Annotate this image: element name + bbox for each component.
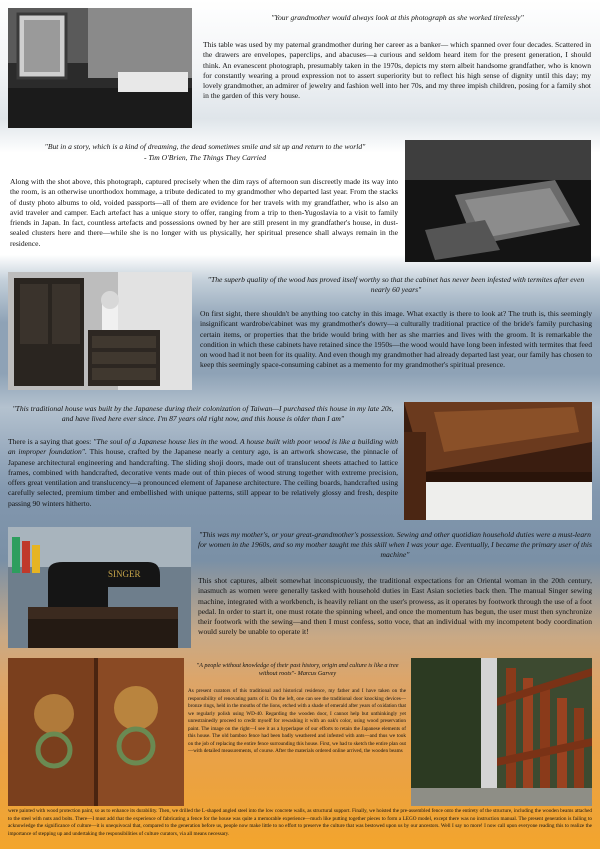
photo-desk-frame: [8, 8, 192, 128]
section-5-text: This shot captures, albeit somewhat inconspicuously, the traditional expectations for an Oriental woman in the 20th century, inasmuch as women were generally tasked with household duties in East Asian societies back then. The manual Singer sewing machine, integrated with a workbench, is heavily reliant on the user's prowess, as it operates by footwork through the use of a foot pedal. In order to start it, one must rotate the spinning wheel, and once the momentum has begun, the user must then synchronize their footwork with the sewing—and then I must confess, sotto voce, that an individual with my incompetent body coordination would surely be unable to operate it!: [198, 576, 592, 637]
photo-albums: [405, 140, 591, 262]
section-4-text-lead: There is a saying that goes:: [8, 437, 94, 446]
section-4-text-rest: This house, crafted by the Japanese nearly a century ago, is an artwork showcase, the pinnacle of Japanese architectural engineering and handcrafting. The sliding shoji doors, made out of translucent sheets attached to lattice frames, combined with handcrafted, decorative vents made out of thin pieces of wood strung together with extreme precision, offers great ventilation and translucency—a pronounced element of Japanese architecture. The ceiling boards, handcrafted using carefully selected, premium timber and embellished with unique patterns, still appear to be relatively glossy and fresh, despite passing 90 winters hitherto.: [8, 447, 398, 508]
photo-ceiling: [404, 402, 592, 520]
section-2-attribution: - Tim O'Brien, The Things They Carried: [143, 153, 267, 162]
section-4-quote: "This traditional house was built by the Japanese during their colonization of Taiwan—I purchased this house in my late 20s, and have lived here ever since. I'm 87 years old right now, and this house is older than I am": [12, 404, 394, 423]
section-6-quote: "A people without knowledge of their past history, origin and culture is like a tree without roots"- Marcus Garvey: [196, 662, 399, 678]
photo-door-knockers: [8, 658, 184, 806]
section-6-text-full: were painted with wood protection paint, so as to enhance its durability. Then, we drilled the L-shaped angled steel into the low concrete walls, as structural support. Finally, we hoisted the pre-assembled fence onto the entirety of the structure, including the wooden beams attached to the steel with nuts and bolts. There—I must add that the experience of fabricating a fence for the house was quite a memorable experience—much like putting together pieces to form a LEGO model, except there was no instruction manual. The present generation is failing to acknowledge the significance of culture—it is unequivocal that, compared to the generation before us, people now make little to no effort to preserve the culture that was bestowed upon us by our ancestors. Well I say no more! I now call upon everyone reading this to realize the importance of stepping up and undertaking the responsibilities of culture curators, via all means necessary.: [8, 808, 592, 837]
section-1-quote: "Your grandmother would always look at this photograph as she worked tirelessly": [271, 13, 524, 22]
photo-cabinet: [8, 272, 192, 390]
photo-sewing-machine: [8, 527, 191, 648]
section-3-quote: "The superb quality of the wood has proved itself worthy so that the cabinet has never been infested with termites after even nearly 60 years": [207, 275, 585, 294]
section-4-inline-quote: "The soul of a Japanese house lies in the wood. A house built with poor wood is like a building with an improper foundation".: [8, 437, 398, 457]
section-5-quote: "This was my mother's, or your great-grandmother's possession. Sewing and other quotidian household duties were a must-learn for women in the 1960s, and so my mother taught me this skill when I was your age. Eventually, I became the primary user of this machine": [198, 530, 592, 559]
section-6-text: As present curators of this traditional and historical residence, my father and I have taken on the responsibility of renovating parts of it. On the left, one can see the traditional door knocking devices— bronze rings, held in the mouths of the lions, etched with a shade of emerald after years of oxidation that we regularly polish using WD-40. Regarding the wooden door, I cannot help but unthinkingly yet unrestrainedly proceed to credit myself for rewashing it with an oak's color, using wood preservation paint. The image on the right—I see it as a hyperlapse of our efforts to retain the Japanese elements of this house. The old bamboo fence had been badly weathered and infested with ants—and thus we took on the job of replacing the entire fence surrounding this house. First, we had to sketch the entire plan out—with detailed measurements, of course. After the materials ordered online arrived, the wooden beams: [188, 688, 406, 755]
photo-fence: [411, 658, 592, 806]
section-2-text: Along with the shot above, this photograph, captured precisely when the dim rays of afternoon sun discreetly made its way into the room, is an otherwise unorthodox hommage, a tribute dedicated to my grandmother who departed last year. From the stacks of dusty photo albums to old, voided passports—all of them are evidence for her travels with my grandfather, who is also an avid traveler and camper. Each artefact has a unique story to offer, ranging from a trip to then-Yugoslavia to a visit to family friends in Japan. In fact, countless artefacts and possessions owned by her are still present in my grandfather's house, in dust-sealed clusters here and there—while she is no longer with us physically, her spiritual presence shall always remain in the residence.: [10, 177, 398, 248]
section-4-text: [8, 437, 398, 509]
singer-logo-text: SINGER: [108, 569, 141, 579]
section-2-quote: "But in a story, which is a kind of dreaming, the dead sometimes smile and sit up and return to the world": [44, 142, 366, 151]
section-1-text: This table was used by my paternal grandmother during her career as a banker— which spanned over four decades. Scattered in the drawers are envelopes, paperclips, and abacuses—a curious and seldom heard item for the present generation, I should think. An evanescent photograph, presumably taken in the 1970s, depicts my stern albeit handsome grandfather, who is known for constantly wearing a proud expression not to assert superiority but to reflect his high sense of dignity until this day; my lovely grandmother, an admirer of jewelry and fashion well into her 70s, and my three impish children, posing for a family shot in the garden of this very house.: [203, 40, 591, 101]
section-3-text: On first sight, there shouldn't be anything too catchy in this image. What exactly is there to look at? The truth is, this seemingly insignificant wardrobe/cabinet was my grandmother's dowry—a culturally traditional practice of the bride's family purchasing certain items, or properties that the bride would bring with her as she marries and lives with the groom. It is remarkable the condition in which these cabinets have retained since the 1950s—the wood would have long been infested with termites that feed on wood had it not been for its quality. And even though my grandmother had already departed last year, our family has chosen to keep this seemingly space-consuming cabinet as a memento for my grandmother's spiritual presence.: [200, 309, 592, 370]
